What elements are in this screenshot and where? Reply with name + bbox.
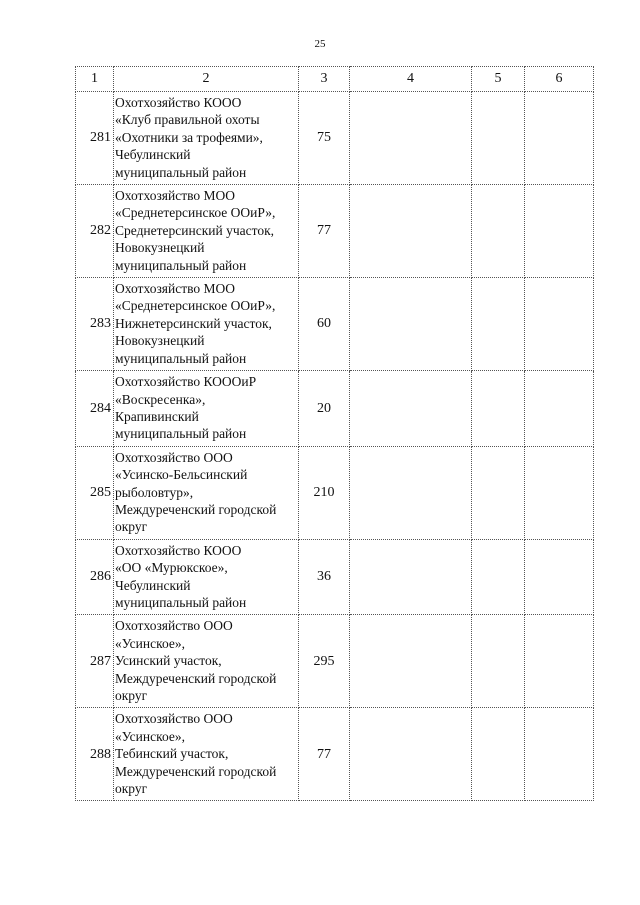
row-value: 77	[299, 185, 350, 278]
page-number: 25	[314, 38, 326, 50]
empty-cell-col4	[350, 371, 472, 447]
empty-cell-col4	[350, 185, 472, 278]
empty-cell-col5	[472, 371, 525, 447]
empty-cell-col5	[472, 446, 525, 539]
row-value: 20	[299, 371, 350, 447]
row-value: 77	[299, 708, 350, 801]
table-row	[76, 539, 594, 615]
empty-cell-col6	[525, 278, 594, 371]
empty-cell-col4	[350, 539, 472, 615]
empty-cell-col5	[472, 615, 525, 708]
hunting-ground-name: Охотхозяйство КООО «Клуб правильной охоты «Охотники за трофеями», Чебулинский муниципальный район	[114, 92, 299, 185]
table-row	[76, 446, 594, 539]
row-number: 285	[76, 446, 114, 539]
row-number: 281	[76, 92, 114, 185]
empty-cell-col6	[525, 708, 594, 801]
empty-cell-col6	[525, 539, 594, 615]
empty-cell-col5	[472, 708, 525, 801]
row-value: 75	[299, 92, 350, 185]
empty-cell-col6	[525, 446, 594, 539]
table-row	[76, 185, 594, 278]
table-header-row	[76, 67, 594, 92]
column-header-1: 1	[76, 67, 114, 92]
empty-cell-col4	[350, 278, 472, 371]
empty-cell-col6	[525, 185, 594, 278]
empty-cell-col6	[525, 615, 594, 708]
row-value: 295	[299, 615, 350, 708]
column-header-4: 4	[350, 67, 472, 92]
hunting-ground-name: Охотхозяйство ООО «Усинское», Тебинский участок, Междуреченский городской округ	[114, 708, 299, 801]
row-value: 60	[299, 278, 350, 371]
hunting-ground-name: Охотхозяйство КОООиР «Воскресенка», Крапивинский муниципальный район	[114, 371, 299, 447]
empty-cell-col6	[525, 92, 594, 185]
row-value: 210	[299, 446, 350, 539]
column-header-5: 5	[472, 67, 525, 92]
empty-cell-col6	[525, 371, 594, 447]
empty-cell-col4	[350, 92, 472, 185]
row-number: 286	[76, 539, 114, 615]
column-header-6: 6	[525, 67, 594, 92]
table-row	[76, 708, 594, 801]
row-value: 36	[299, 539, 350, 615]
empty-cell-col5	[472, 92, 525, 185]
hunting-ground-name: Охотхозяйство ООО «Усинско-Бельсинский рыболовтур», Междуреченский городской округ	[114, 446, 299, 539]
table-row	[76, 615, 594, 708]
row-number: 284	[76, 371, 114, 447]
empty-cell-col5	[472, 185, 525, 278]
row-number: 287	[76, 615, 114, 708]
hunting-ground-name: Охотхозяйство МОО «Среднетерсинское ООиР», Нижнетерсинский участок, Новокузнецкий муниципальный район	[114, 278, 299, 371]
table-row	[76, 371, 594, 447]
column-header-3: 3	[299, 67, 350, 92]
hunting-grounds-table	[75, 66, 594, 801]
row-number: 282	[76, 185, 114, 278]
empty-cell-col5	[472, 539, 525, 615]
table-row	[76, 278, 594, 371]
hunting-ground-name: Охотхозяйство МОО «Среднетерсинское ООиР», Среднетерсинский участок, Новокузнецкий муниципальный район	[114, 185, 299, 278]
empty-cell-col4	[350, 708, 472, 801]
row-number: 288	[76, 708, 114, 801]
empty-cell-col4	[350, 615, 472, 708]
hunting-ground-name: Охотхозяйство КООО «ОО «Мурюкское», Чебулинский муниципальный район	[114, 539, 299, 615]
column-header-2: 2	[114, 67, 299, 92]
empty-cell-col4	[350, 446, 472, 539]
hunting-ground-name: Охотхозяйство ООО «Усинское», Усинский участок, Междуреченский городской округ	[114, 615, 299, 708]
empty-cell-col5	[472, 278, 525, 371]
row-number: 283	[76, 278, 114, 371]
table-row	[76, 92, 594, 185]
